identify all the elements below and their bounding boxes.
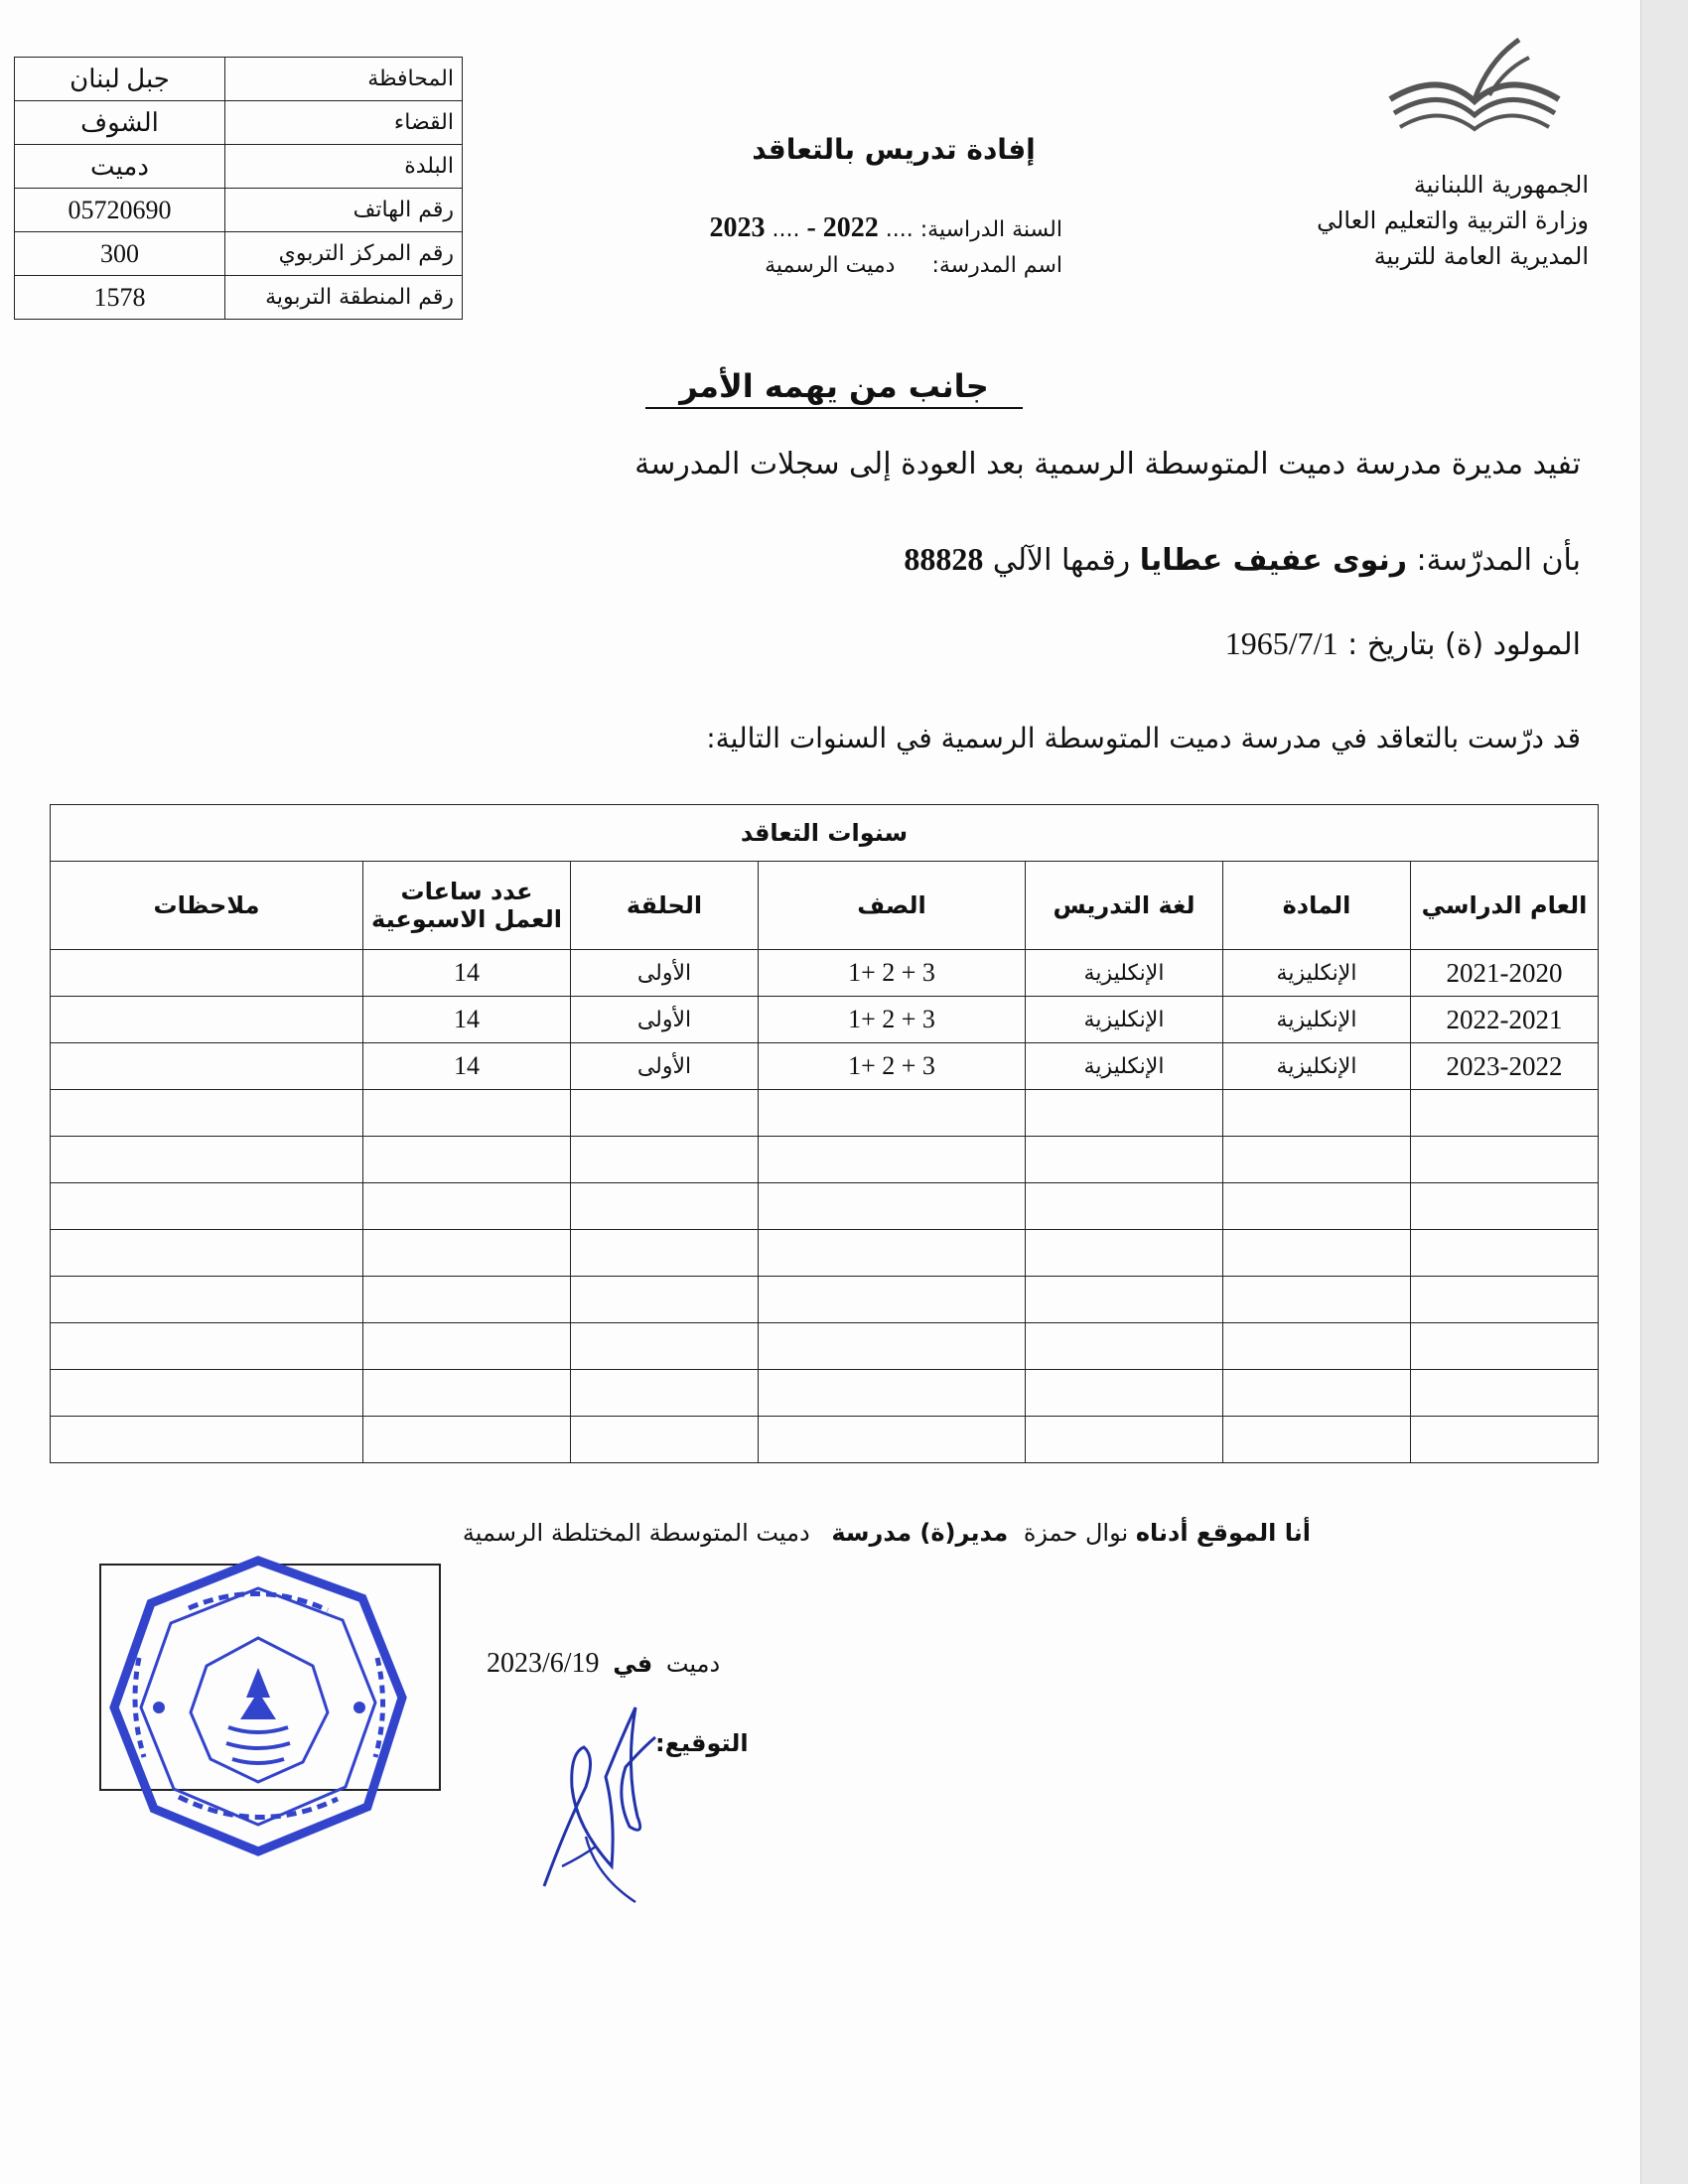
school-name-line: [635, 248, 1062, 284]
info-row: [15, 58, 463, 101]
info-row: [15, 232, 463, 276]
info-label: رقم المنطقة التربوية: [225, 276, 463, 320]
school-value: دميت الرسمية: [765, 253, 896, 278]
info-label: رقم الهاتف: [225, 189, 463, 232]
signer-prefix: أنا الموقع أدناه: [1135, 1519, 1311, 1547]
info-value: دميت: [15, 145, 225, 189]
ministry-line: وزارة التربية والتعليم العالي: [1317, 206, 1589, 234]
table-cell: [51, 1277, 363, 1323]
empty-table-row: [51, 1417, 1599, 1463]
official-stamp-icon: [99, 1549, 417, 1866]
table-cell: [1411, 1417, 1599, 1463]
empty-table-row: [51, 1137, 1599, 1183]
info-label: القضاء: [225, 101, 463, 145]
document-title: إفادة تدريس بالتعاقد: [752, 133, 1036, 166]
to-whom-heading: [616, 367, 1053, 409]
heading-text: جانب من يهمه الأمر: [679, 367, 989, 405]
table-cell: 14: [363, 1043, 571, 1090]
signing-date: 2023/6/19: [487, 1648, 600, 1679]
table-cell: [1223, 1370, 1411, 1417]
column-header: الحلقة: [571, 862, 759, 950]
ministry-header: [1291, 167, 1589, 274]
table-cell: 1+ 2 + 3: [759, 950, 1026, 997]
table-cell: [759, 1137, 1026, 1183]
table-cell: [1026, 1323, 1223, 1370]
info-row: [15, 101, 463, 145]
column-header: المادة: [1223, 862, 1411, 950]
column-header: لغة التدريس: [1026, 862, 1223, 950]
table-cell: [571, 1417, 759, 1463]
table-cell: [759, 1370, 1026, 1417]
table-cell: [51, 950, 363, 997]
year-end: 2023: [709, 212, 766, 243]
table-cell: [1411, 1277, 1599, 1323]
table-cell: الإنكليزية: [1223, 1043, 1411, 1090]
table-cell: 2023-2022: [1411, 1043, 1599, 1090]
table-cell: [51, 1370, 363, 1417]
signature-label: التوقيع:: [655, 1729, 749, 1757]
table-cell: الإنكليزية: [1223, 997, 1411, 1043]
id-number: 88828: [904, 541, 984, 577]
table-cell: الإنكليزية: [1026, 1043, 1223, 1090]
table-cell: [759, 1417, 1026, 1463]
table-cell: [759, 1323, 1026, 1370]
table-cell: [759, 1277, 1026, 1323]
table-cell: [1223, 1230, 1411, 1277]
table-cell: [1026, 1230, 1223, 1277]
info-value: 300: [15, 232, 225, 276]
column-header: ملاحظات: [51, 862, 363, 950]
empty-table-row: [51, 1183, 1599, 1230]
table-cell: [571, 1277, 759, 1323]
table-cell: [1411, 1230, 1599, 1277]
table-cell: الإنكليزية: [1026, 950, 1223, 997]
handwritten-signature-icon: [526, 1678, 665, 1906]
table-cell: [363, 1323, 571, 1370]
republic-line: الجمهورية اللبنانية: [1413, 171, 1589, 199]
table-cell: [1223, 1090, 1411, 1137]
birth-label: المولود (ة) بتاريخ :: [1347, 627, 1581, 662]
table-cell: [1026, 1137, 1223, 1183]
table-cell: 14: [363, 950, 571, 997]
table-cell: [1411, 1183, 1599, 1230]
table-caption: سنوات التعاقد: [51, 805, 1599, 862]
birth-line: [1225, 625, 1581, 662]
table-cell: [1223, 1137, 1411, 1183]
info-row: [15, 145, 463, 189]
table-cell: [1223, 1417, 1411, 1463]
info-value: جبل لبنان: [15, 58, 225, 101]
table-cell: 1+ 2 + 3: [759, 997, 1026, 1043]
signer-school: دميت المتوسطة المختلطة الرسمية: [462, 1519, 810, 1547]
table-cell: [571, 1370, 759, 1417]
table-cell: [1026, 1183, 1223, 1230]
signer-role: مدير(ة) مدرسة: [831, 1519, 1009, 1547]
table-cell: [51, 1230, 363, 1277]
heading-underline: [645, 407, 1023, 409]
empty-table-row: [51, 1090, 1599, 1137]
info-value: الشوف: [15, 101, 225, 145]
table-cell: [363, 1370, 571, 1417]
table-row: [51, 950, 1599, 997]
on-label: في: [613, 1650, 653, 1678]
birth-date: 1965/7/1: [1224, 625, 1338, 661]
empty-table-row: [51, 1323, 1599, 1370]
table-cell: [1026, 1417, 1223, 1463]
column-header: عدد ساعات العمل الاسبوعية: [363, 862, 571, 950]
intro-paragraph: تفيد مديرة مدرسة دميت المتوسطة الرسمية بعد العودة إلى سجلات المدرسة: [634, 447, 1581, 481]
table-cell: [759, 1090, 1026, 1137]
table-cell: [571, 1183, 759, 1230]
table-cell: [51, 997, 363, 1043]
table-cell: [363, 1090, 571, 1137]
table-row: [51, 1043, 1599, 1090]
table-cell: [759, 1230, 1026, 1277]
school-label: اسم المدرسة:: [931, 253, 1062, 278]
table-cell: [363, 1230, 571, 1277]
teacher-name: رنوى عفيف عطايا: [1139, 543, 1407, 578]
contract-years-table: [50, 804, 1599, 1463]
table-cell: [51, 1043, 363, 1090]
table-cell: [571, 1323, 759, 1370]
table-cell: [1223, 1277, 1411, 1323]
table-cell: [51, 1183, 363, 1230]
info-row: [15, 189, 463, 232]
table-cell: 2021-2020: [1411, 950, 1599, 997]
table-cell: الإنكليزية: [1223, 950, 1411, 997]
academic-meta: [635, 210, 1062, 284]
table-cell: 14: [363, 997, 571, 1043]
info-label: المحافظة: [225, 58, 463, 101]
taught-statement: قد درّست بالتعاقد في مدرسة دميت المتوسطة الرسمية في السنوات التالية:: [706, 722, 1581, 754]
table-cell: [1026, 1370, 1223, 1417]
year-start: 2022: [822, 212, 879, 243]
table-cell: الأولى: [571, 1043, 759, 1090]
academic-year-line: السنة الدراسية: .... 2022 - .... 2023: [709, 212, 1062, 243]
column-header: الصف: [759, 862, 1026, 950]
table-cell: [51, 1090, 363, 1137]
table-cell: [51, 1137, 363, 1183]
table-cell: [363, 1277, 571, 1323]
table-cell: [1411, 1137, 1599, 1183]
school-info-table: [14, 57, 463, 320]
table-cell: [571, 1230, 759, 1277]
table-cell: [1411, 1323, 1599, 1370]
empty-table-row: [51, 1370, 1599, 1417]
table-cell: [1026, 1277, 1223, 1323]
info-row: [15, 276, 463, 320]
year-label: السنة الدراسية:: [919, 217, 1062, 242]
table-cell: [759, 1183, 1026, 1230]
table-cell: [1223, 1323, 1411, 1370]
table-cell: الأولى: [571, 997, 759, 1043]
table-cell: الإنكليزية: [1026, 997, 1223, 1043]
info-value: 05720690: [15, 189, 225, 232]
table-row: [51, 997, 1599, 1043]
table-cell: [363, 1417, 571, 1463]
table-cell: [1411, 1370, 1599, 1417]
scan-edge: [1640, 0, 1688, 2184]
table-cell: 2022-2021: [1411, 997, 1599, 1043]
signer-name: نوال حمزة: [1023, 1519, 1129, 1547]
table-cell: [363, 1137, 571, 1183]
table-cell: الأولى: [571, 950, 759, 997]
info-label: رقم المركز التربوي: [225, 232, 463, 276]
table-header-row: [51, 862, 1599, 950]
table-cell: 1+ 2 + 3: [759, 1043, 1026, 1090]
place-date-line: [487, 1648, 720, 1680]
table-cell: [571, 1137, 759, 1183]
table-cell: [1026, 1090, 1223, 1137]
table-cell: [51, 1323, 363, 1370]
ministry-book-logo-icon: [1380, 30, 1569, 139]
signer-statement: [463, 1519, 1311, 1547]
column-header: العام الدراسي: [1411, 862, 1599, 950]
id-label: رقمها الآلي: [992, 543, 1131, 578]
empty-table-row: [51, 1277, 1599, 1323]
empty-table-row: [51, 1230, 1599, 1277]
table-cell: [571, 1090, 759, 1137]
teacher-line: [904, 541, 1581, 578]
directorate-line: المديرية العامة للتربية: [1373, 242, 1589, 270]
table-cell: [1411, 1090, 1599, 1137]
info-label: البلدة: [225, 145, 463, 189]
teacher-prefix: بأن المدرّسة:: [1416, 543, 1581, 578]
table-cell: [51, 1417, 363, 1463]
info-value: 1578: [15, 276, 225, 320]
place: دميت: [665, 1650, 721, 1678]
table-cell: [1223, 1183, 1411, 1230]
table-cell: [363, 1183, 571, 1230]
